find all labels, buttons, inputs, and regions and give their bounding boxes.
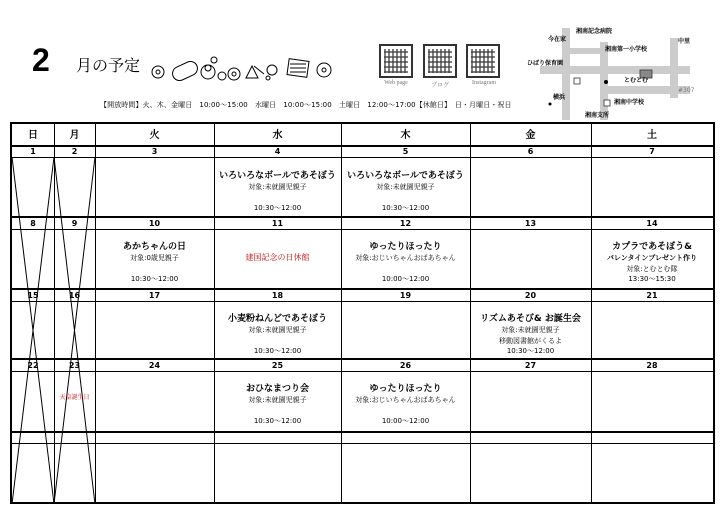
date-cell: 13 [524,219,537,228]
date-cell: 16 [68,291,81,300]
event-ball-play-thu [341,170,470,214]
event-holiday-closed [214,252,341,263]
event-title: ゆったりほったり [369,384,442,394]
weekday-thu: 木 [400,130,411,141]
event-title: カプラであそぼう& [612,242,692,252]
event-ball-play-wed [214,170,341,214]
event-rhythm-birthday [470,313,591,356]
event-baby-day [95,241,214,285]
map-label: 中里 [678,38,691,45]
closed-day-marks [12,124,96,504]
date-cell: 21 [646,291,658,300]
event-title: 小麦粉ねんどであそぼう [227,314,327,324]
map-label: #307 [678,87,695,94]
event-target: 対象:未就園児親子 [248,183,307,191]
event-target: 対象:0歳児親子 [130,254,179,262]
event-time: 10:30～12:00 [506,347,555,355]
event-title: リズムあそび& お誕生会 [480,314,581,324]
decorative-illustration [150,48,340,88]
map-label: 湘南支所 [585,112,610,119]
month-number: 2 [32,42,50,78]
month-title: 月の予定 [76,58,141,75]
date-cell: 26 [399,361,412,370]
event-emperor-birthday [54,392,95,403]
weekday-wed: 水 [272,130,283,141]
date-cell: 14 [646,219,658,228]
event-target: 対象:未就園児親子 [248,396,307,404]
event-time: 10:00～12:00 [381,275,430,283]
event-title: ゆったりほったり [369,242,442,252]
event-target: 対象:おじいちゃんおばあちゃん [355,396,456,404]
qr-code-instagram [466,44,500,78]
event-kapla-valentine [591,241,713,284]
event-title: おひなまつり会 [245,384,309,394]
event-yuttari-feb12 [341,241,470,285]
event-flour-clay [214,313,341,357]
date-cell: 1 [30,147,36,156]
event-title: 建国記念の日休館 [245,253,310,262]
event-title: いろいろなボールであそぼう [347,171,464,181]
event-target: 対象:未就園児親子 [376,183,435,191]
date-cell: 10 [148,219,161,228]
weekday-fri: 金 [525,130,536,141]
map-label: ひばり保育園 [527,60,564,67]
date-cell: 25 [271,361,284,370]
event-hinamatsuri [214,383,341,427]
date-cell: 4 [274,147,281,156]
date-cell: 18 [271,291,284,300]
date-cell: 15 [27,291,39,300]
event-note: 移動図書館がくるよ [499,337,562,345]
event-time: 13:30～15:30 [628,275,676,283]
date-cell: 3 [151,147,158,156]
weekday-sun: 日 [28,130,38,141]
event-target: 対象:とむとむ隊 [626,265,678,273]
date-cell: 24 [148,361,161,370]
event-target: 対象:未就園児親子 [248,326,307,334]
event-time: 10:30～12:00 [253,204,302,212]
date-cell: 22 [27,361,39,370]
qr-label-web: Web page [384,80,408,86]
date-cell: 23 [68,361,81,370]
date-cell: 7 [649,147,655,156]
date-cell: 6 [527,147,534,156]
event-time: 10:30～12:00 [253,417,302,425]
date-cell: 12 [399,219,412,228]
date-cell: 19 [399,291,412,300]
date-cell: 8 [30,219,36,228]
date-cell: 5 [402,147,409,156]
event-time: 10:30～12:00 [381,204,430,212]
weekday-mon: 月 [69,130,80,141]
weekday-tue: 火 [149,130,160,141]
date-cell: 27 [524,361,537,370]
qr-label-blog: ブログ [430,83,449,89]
event-yuttari-feb26 [341,383,470,427]
event-time: 10:30～12:00 [253,347,302,355]
map-label: 今在家 [548,36,567,43]
qr-code-blog [423,44,457,78]
date-cell: 28 [646,361,658,370]
map-label: 横浜 [553,94,566,101]
event-title: いろいろなボールであそぼう [219,171,336,181]
event-title-line2: バレンタインプレゼント作り [606,254,698,262]
event-time: 10:30～12:00 [130,275,179,283]
map-label: 湘南中学校 [614,99,645,106]
date-cell: 2 [71,147,78,156]
event-target: 対象:未就園児親子 [501,326,560,334]
event-target: 対象:おじいちゃんおばあちゃん [355,254,456,262]
opening-hours: 【開放時間】火、木、金曜日 10:00～15:00 水曜日 10:00～15:00 土曜日 12:00～17:00【休館日】 日・月曜日・祝日 [100,101,512,109]
event-time: 10:00～12:00 [381,417,430,425]
date-cell: 9 [71,219,78,228]
event-title: あかちゃんの日 [122,242,186,252]
date-cell: 11 [271,219,284,228]
qr-code-web [379,44,413,78]
event-title: 天皇誕生日 [59,394,90,401]
date-cell: 17 [148,291,161,300]
calendar-grid [10,122,715,504]
date-cell: 20 [524,291,537,300]
map-label: 湘南第一小学校 [605,46,648,53]
map-label: 湘南記念病院 [576,28,613,35]
weekday-sat: 土 [647,130,657,141]
qr-label-instagram: Instagram [472,80,496,86]
map-label: とむとむ [624,77,649,84]
